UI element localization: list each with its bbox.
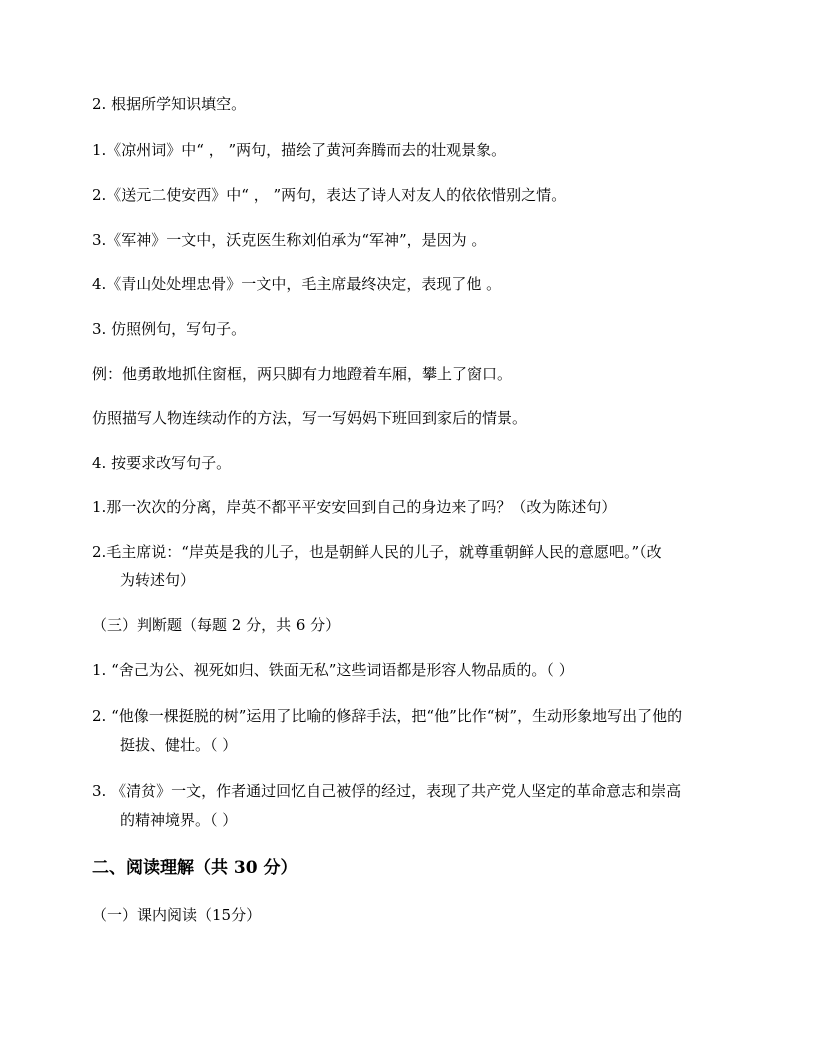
question-2-item-1: 1.《凉州词》中“ ， ”两句，描绘了黄河奔腾而去的壮观景象。 [92,141,507,159]
question-4-item-2: 2.毛主席说：“岸英是我的儿子，也是朝鲜人民的儿子，就尊重朝鲜人民的意愿吧。”（改 [92,543,662,561]
question-3-title: 3. 仿照例句，写句子。 [92,320,247,338]
judge-item-3-continued: 的精神境界。（ ） [120,811,238,829]
question-4-title: 4. 按要求改写句子。 [92,454,232,472]
question-3-example: 例：他勇敢地抓住窗框，两只脚有力地蹬着车厢，攀上了窗口。 [92,365,513,383]
question-4-item-1: 1.那一次次的分离，岸英不都平平安安回到自己的身边来了吗？（改为陈述句） [92,498,617,516]
judge-item-3: 3. 《清贫》一文，作者通过回忆自己被俘的经过，表现了共产党人坚定的革命意志和崇高 [92,782,682,800]
question-2-item-4: 4.《青山处处埋忠骨》一文中，毛主席最终决定，表现了他 。 [92,275,502,293]
question-2-item-3: 3.《军神》一文中，沃克医生称刘伯承为“军神”，是因为 。 [92,231,487,249]
question-4-item-2-continued: 为转述句） [120,571,196,589]
part-2-title: 二、阅读理解（共 30 分） [92,858,298,878]
judge-item-2: 2. “他像一棵挺脱的树”运用了比喻的修辞手法，把“他”比作“树”，生动形象地写出了他的 [92,707,683,725]
judge-item-1: 1. “舍己为公、视死如归、铁面无私”这些词语都是形容人物品质的。（ ） [92,661,574,679]
judge-item-2-continued: 挺拔、健壮。（ ） [120,736,238,754]
question-3-instruction: 仿照描写人物连续动作的方法，写一写妈妈下班回到家后的情景。 [92,409,528,427]
question-2-title: 2. 根据所学知识填空。 [92,95,247,113]
question-2-item-2: 2.《送元二使安西》中“ ， ”两句，表达了诗人对友人的依依惜别之情。 [92,186,567,204]
part-2-subsection-title: （一）课内阅读（15分） [92,906,262,924]
section-3-title: （三）判断题（每题 2 分，共 6 分） [92,616,341,634]
